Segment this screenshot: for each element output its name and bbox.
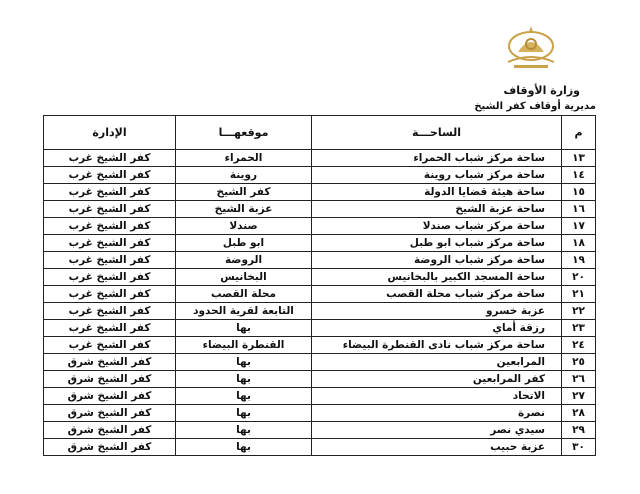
row-square: ساحة هيئة قضايا الدولة <box>312 184 562 201</box>
row-square: ساحة عزبة الشيخ <box>312 201 562 218</box>
directorate-title: مديرية أوقاف كفر الشيخ <box>474 101 596 112</box>
ministry-logo <box>500 22 562 74</box>
table-row <box>44 150 596 167</box>
table-row <box>44 354 596 371</box>
table-row <box>44 167 596 184</box>
header-location: موقعهـــا <box>176 116 312 150</box>
table-header-row <box>44 116 596 150</box>
row-administration: كفر الشيخ غرب <box>44 235 176 252</box>
header-administration: الإدارة <box>44 116 176 150</box>
row-square: المرابعين <box>312 354 562 371</box>
row-administration: كفر الشيخ شرق <box>44 405 176 422</box>
header-number: م <box>562 116 596 150</box>
table-row <box>44 337 596 354</box>
row-location: الروضة <box>176 252 312 269</box>
row-location: التابعة لقرية الحدود <box>176 303 312 320</box>
row-number: ٢٨ <box>562 405 596 422</box>
row-administration: كفر الشيخ غرب <box>44 269 176 286</box>
row-location: بها <box>176 354 312 371</box>
table-row <box>44 286 596 303</box>
table-row <box>44 252 596 269</box>
row-number: ١٣ <box>562 150 596 167</box>
row-administration: كفر الشيخ غرب <box>44 201 176 218</box>
row-administration: كفر الشيخ غرب <box>44 320 176 337</box>
table-row <box>44 422 596 439</box>
row-square: ساحة مركز شباب صندلا <box>312 218 562 235</box>
table-row <box>44 201 596 218</box>
row-square: كفر المرابعين <box>312 371 562 388</box>
row-location: ابو طبل <box>176 235 312 252</box>
row-location: بها <box>176 388 312 405</box>
row-location: بها <box>176 371 312 388</box>
row-location: كفر الشيخ <box>176 184 312 201</box>
row-number: ٣٠ <box>562 439 596 456</box>
table-row <box>44 218 596 235</box>
table-row <box>44 439 596 456</box>
row-square: ساحة مركز شباب نادى القنطرة البيضاء <box>312 337 562 354</box>
row-square: ساحة مركز شباب محلة القصب <box>312 286 562 303</box>
table-row <box>44 235 596 252</box>
row-number: ١٧ <box>562 218 596 235</box>
row-square: عزبة حبيب <box>312 439 562 456</box>
row-location: صندلا <box>176 218 312 235</box>
row-administration: كفر الشيخ غرب <box>44 286 176 303</box>
row-square: رزقة أماي <box>312 320 562 337</box>
table-row <box>44 405 596 422</box>
row-location: روينة <box>176 167 312 184</box>
row-square: ساحة المسجد الكبير بالبخانيس <box>312 269 562 286</box>
row-administration: كفر الشيخ غرب <box>44 150 176 167</box>
table-row <box>44 269 596 286</box>
row-number: ١٨ <box>562 235 596 252</box>
row-location: القنطرة البيضاء <box>176 337 312 354</box>
row-location: بها <box>176 405 312 422</box>
row-administration: كفر الشيخ شرق <box>44 388 176 405</box>
row-number: ٢٥ <box>562 354 596 371</box>
row-number: ٢٢ <box>562 303 596 320</box>
row-number: ١٤ <box>562 167 596 184</box>
row-number: ٢٠ <box>562 269 596 286</box>
row-square: ساحة مركز شباب روينة <box>312 167 562 184</box>
row-number: ٢٦ <box>562 371 596 388</box>
row-square: نصرة <box>312 405 562 422</box>
row-location: بها <box>176 422 312 439</box>
squares-table <box>43 115 596 456</box>
table-row <box>44 184 596 201</box>
row-number: ١٥ <box>562 184 596 201</box>
row-square: ساحة مركز شباب الحمراء <box>312 150 562 167</box>
table-row <box>44 371 596 388</box>
table-row <box>44 388 596 405</box>
row-administration: كفر الشيخ غرب <box>44 167 176 184</box>
row-number: ٢٤ <box>562 337 596 354</box>
header-square: الساحـــة <box>312 116 562 150</box>
row-square: ساحة مركز شباب الروضة <box>312 252 562 269</box>
row-location: الحمراء <box>176 150 312 167</box>
table-row <box>44 303 596 320</box>
mosque-emblem-icon <box>500 22 562 74</box>
row-location: بها <box>176 320 312 337</box>
row-administration: كفر الشيخ غرب <box>44 218 176 235</box>
row-administration: كفر الشيخ غرب <box>44 337 176 354</box>
row-square: ساحة مركز شباب ابو طبل <box>312 235 562 252</box>
table-row <box>44 320 596 337</box>
row-square: سيدي نصر <box>312 422 562 439</box>
row-number: ٢١ <box>562 286 596 303</box>
row-administration: كفر الشيخ شرق <box>44 422 176 439</box>
row-number: ٢٩ <box>562 422 596 439</box>
row-administration: كفر الشيخ شرق <box>44 439 176 456</box>
row-administration: كفر الشيخ غرب <box>44 252 176 269</box>
row-administration: كفر الشيخ شرق <box>44 354 176 371</box>
row-administration: كفر الشيخ غرب <box>44 184 176 201</box>
row-number: ٢٣ <box>562 320 596 337</box>
row-administration: كفر الشيخ غرب <box>44 303 176 320</box>
row-square: عزبة خسرو <box>312 303 562 320</box>
row-number: ١٦ <box>562 201 596 218</box>
row-location: بها <box>176 439 312 456</box>
row-location: البخانيس <box>176 269 312 286</box>
row-location: محلة القصب <box>176 286 312 303</box>
ministry-title: وزارة الأوقاف <box>503 84 580 97</box>
row-square: الاتحاد <box>312 388 562 405</box>
row-number: ٢٧ <box>562 388 596 405</box>
row-location: عزبة الشيخ <box>176 201 312 218</box>
row-administration: كفر الشيخ شرق <box>44 371 176 388</box>
row-number: ١٩ <box>562 252 596 269</box>
